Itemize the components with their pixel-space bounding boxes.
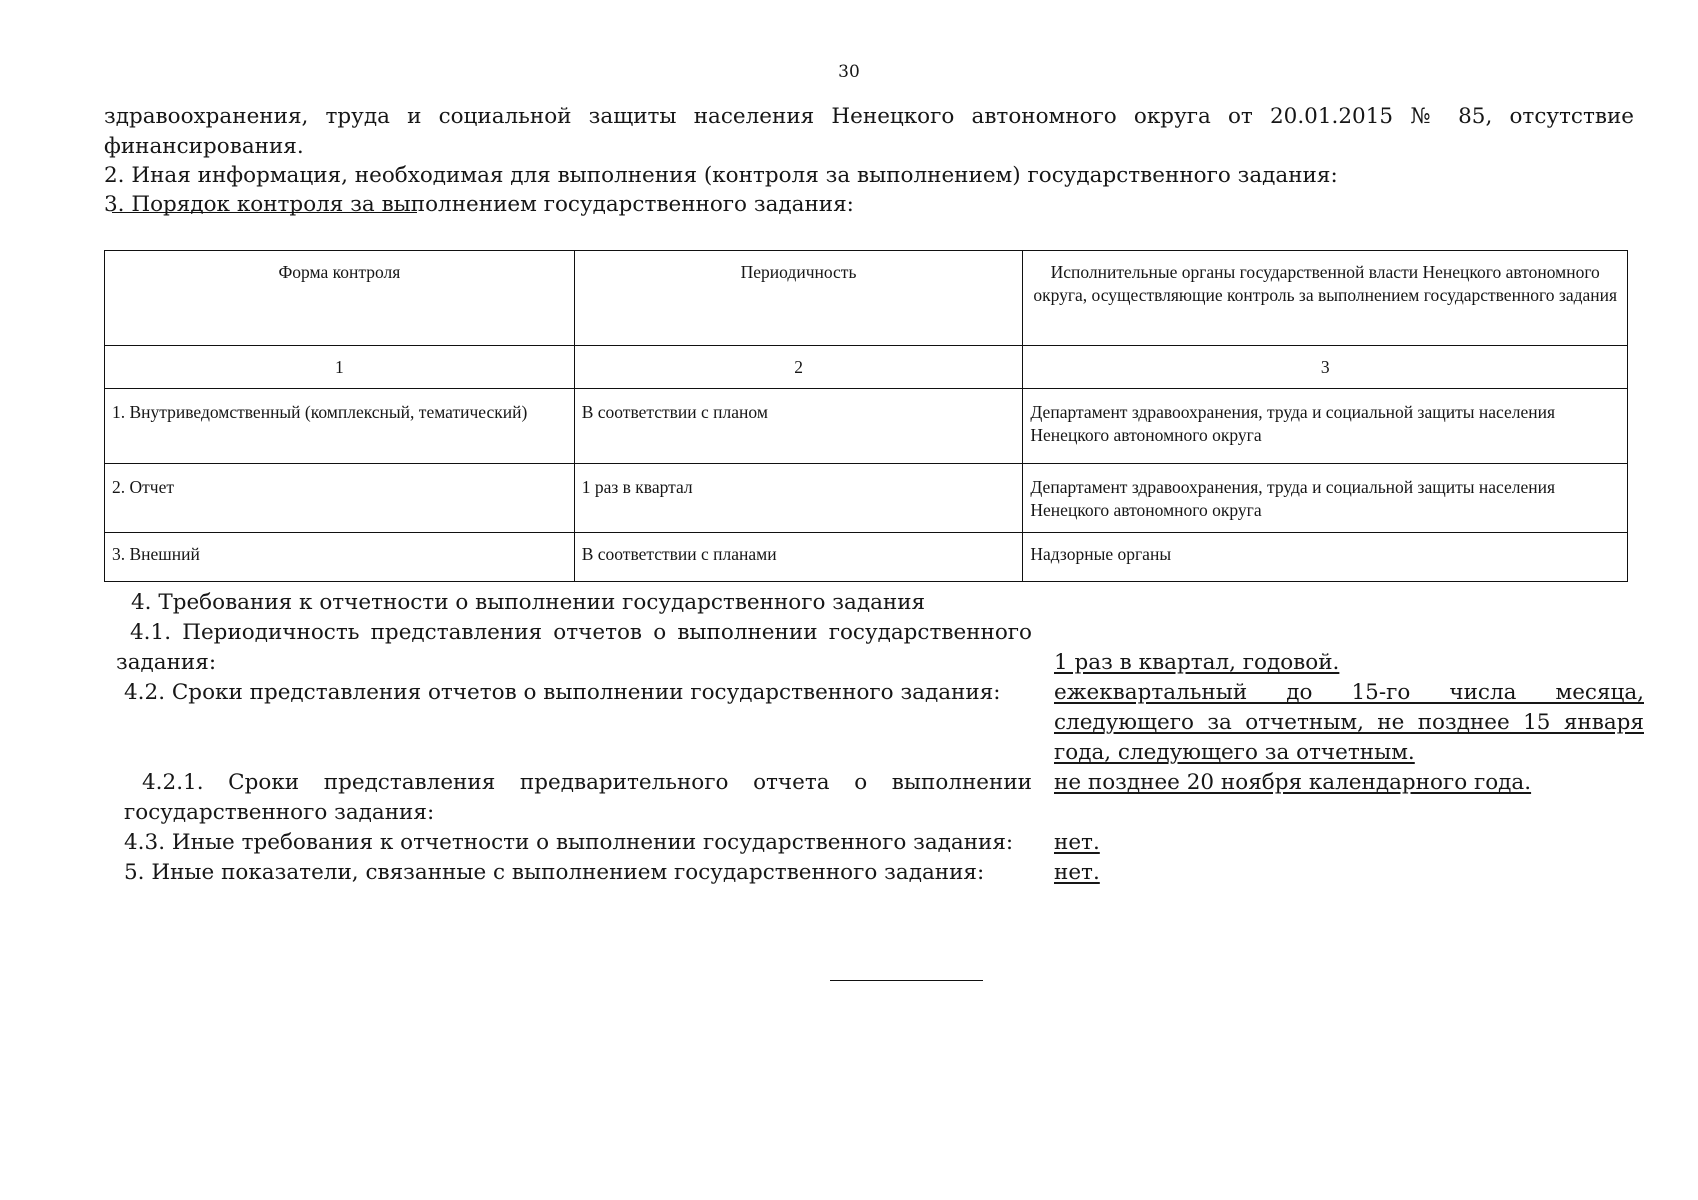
table-cell: Надзорные органы [1023,533,1628,582]
column-number: 1 [105,346,575,389]
table-cell: 2. Отчет [105,464,575,533]
table-cell: 1 раз в квартал [574,464,1023,533]
s41-value: 1 раз в квартал, годовой. [1054,650,1340,675]
s42-value-line-1: ежеквартальный до 15-го числа месяца, [1054,680,1644,705]
control-table [104,250,1628,582]
reporting-title: 4. Требования к отчетности о выполнении государственного задания [131,590,926,615]
s5-label: 5. Иные показатели, связанные с выполнением государственного задания: [124,860,985,885]
s5-value: нет. [1054,860,1100,885]
table-cell: 1. Внутриведомственный (комплексный, тематический) [105,389,575,464]
intro-line-2: финансирования. [104,134,304,159]
table-cell: Департамент здравоохранения, труда и социальной защиты населения Ненецкого автономного округа [1023,464,1628,533]
s42-value-line-3: года, следующего за отчетным. [1054,740,1415,765]
table-row [105,464,1628,533]
s42-label: 4.2. Сроки представления отчетов о выполнении государственного задания: [124,680,1001,705]
s421-value: не позднее 20 ноября календарного года. [1054,770,1532,795]
table-row [105,389,1628,464]
table-cell: В соответствии с планами [574,533,1023,582]
table-cell: 3. Внешний [105,533,575,582]
item-2-text: 2. Иная информация, необходимая для выполнения (контроля за выполнением) государственного задания: [104,163,1338,188]
column-number: 2 [574,346,1023,389]
table-header-row [105,251,1628,346]
column-number: 3 [1023,346,1628,389]
table-cell: Департамент здравоохранения, труда и социальной защиты населения Ненецкого автономного округа [1023,389,1628,464]
s42-value-line-2: следующего за отчетным, не позднее 15 января [1054,710,1644,735]
table-row [105,533,1628,582]
s421-label-line-2: государственного задания: [124,800,435,825]
s43-value: нет. [1054,830,1100,855]
s41-label-line-2: задания: [116,650,217,675]
column-number-row [105,346,1628,389]
s421-label-line-1: 4.2.1. Сроки представления предварительного отчета о выполнении [142,770,1032,795]
s43-label: 4.3. Иные требования к отчетности о выполнении государственного задания: [124,830,1014,855]
header-cell-form: Форма контроля [105,251,575,346]
intro-line-1: здравоохранения, труда и социальной защиты населения Ненецкого автономного округа от 20.01.2015 № 85, отсутствие [104,104,1634,129]
item-3-control-order: 3. Порядок контроля за выполнением государственного задания: [104,192,854,217]
table-cell: В соответствии с планом [574,389,1023,464]
header-cell-authorities: Исполнительные органы государственной власти Ненецкого автономного округа, осуществляющие контроль за выполнением государственного задания [1023,251,1628,346]
end-of-document-rule [830,980,983,981]
header-cell-periodicity: Периодичность [574,251,1023,346]
page-number: 30 [838,62,860,82]
s41-label-line-1: 4.1. Периодичность представления отчетов о выполнении государственного [130,620,1032,645]
